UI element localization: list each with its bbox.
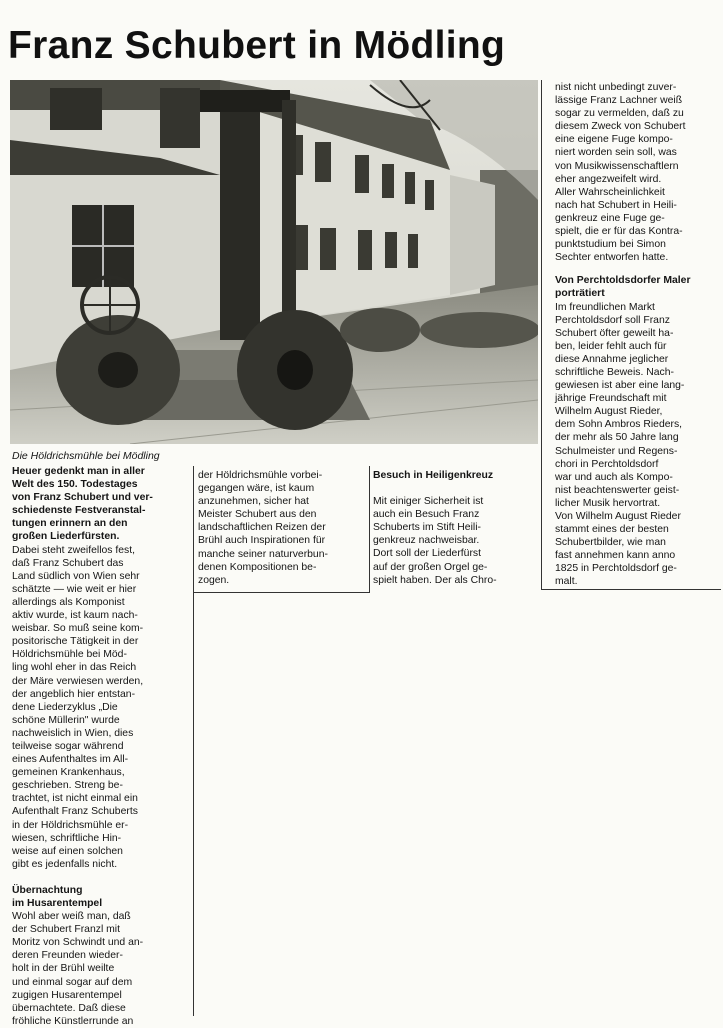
text-line: spielt haben. Der als Chro- (373, 574, 497, 586)
text-line: anzunehmen, sicher hat (198, 496, 309, 508)
column-end-rule (541, 589, 721, 590)
text-line: dem Sohn Ambros Rieders, (555, 419, 683, 431)
text-line: eine eigene Fuge kompo- (555, 134, 673, 146)
text-line: zogen. (198, 574, 230, 586)
text-line: holt in der Brühl weilte (12, 963, 115, 975)
subheading-husarentempel (12, 884, 192, 910)
text-line: Dabei steht zweifellos fest, (12, 544, 136, 556)
text-line: lässige Franz Lachner weiß (555, 95, 683, 107)
text-line: war und auch als Kompo- (555, 471, 673, 483)
text-line: und einmal sogar auf dem (12, 976, 133, 988)
text-line: geschrieben. Streng be- (12, 780, 123, 792)
text-line: Schulmeister und Regens- (555, 445, 678, 457)
body-paragraph (373, 495, 533, 587)
text-line: nachweislich in Wien, dies (12, 727, 134, 739)
text-line: sogar zu vermelden, daß zu (555, 108, 684, 120)
text-line: Dort soll der Liederfürst (373, 548, 481, 560)
subheading-perchtoldsdorf (555, 274, 715, 300)
text-line: Sechter entworfen hatte. (555, 252, 669, 264)
text-line: auf der großen Orgel ge- (373, 561, 488, 573)
text-line: Wohl aber weiß man, daß (12, 911, 131, 923)
text-line: stammt eines der besten (555, 524, 669, 536)
text-line: trachtet, ist nicht einmal ein (12, 793, 138, 805)
text-line: landschaftlichen Reizen der (198, 522, 326, 534)
text-line: chori in Perchtoldsdorf (555, 458, 659, 470)
text-line: Mit einiger Sicherheit ist (373, 496, 484, 508)
text-line: denen Kompositionen be- (198, 561, 317, 573)
text-line: schiedenste Festveranstal- (12, 505, 146, 517)
text-line: dene Liederzyklus „Die (12, 701, 118, 713)
subheading-line: Übernachtung (12, 884, 83, 896)
text-line: nist beachtenswerter geist- (555, 484, 680, 496)
column-end-rule-2 (194, 592, 370, 593)
text-line: genkreuz eine Fuge ge- (555, 212, 665, 224)
photo-illustration (10, 80, 538, 444)
column-3 (373, 469, 533, 587)
text-line: positorische Tätigkeit in der (12, 636, 139, 648)
text-line: diesem Zweck von Schubert (555, 121, 686, 133)
text-line: übernachtete. Daß diese (12, 1002, 126, 1014)
text-line: deren Freunden wieder- (12, 950, 123, 962)
text-line: teilweise sogar während (12, 740, 124, 752)
column-rule-2 (369, 466, 370, 592)
text-line: von Musikwissenschaftlern (555, 160, 679, 172)
photo-hoeldrichsmuehle (10, 80, 538, 444)
subheading-heiligenkreuz: Besuch in Heiligenkreuz (373, 470, 494, 481)
text-line: zugigen Husarentempel (12, 989, 122, 1001)
text-line: jährige Freundschaft mit (555, 393, 667, 405)
text-line: tungen erinnern an den (12, 518, 128, 530)
text-line: Höldrichsmühle bei Möd- (12, 649, 127, 661)
text-line: punktstudium bei Simon (555, 239, 666, 251)
text-line: diese Annahme jeglicher (555, 353, 669, 365)
body-paragraph (12, 544, 192, 871)
text-line: der Schubert Franzl mit (12, 924, 120, 936)
text-line: Wilhelm August Rieder, (555, 406, 663, 418)
text-line: Im freundlichen Markt (555, 301, 655, 313)
text-line: spielt, die er für das Kontra- (555, 226, 683, 238)
subheading-line: Von Perchtoldsdorfer Maler (555, 275, 691, 287)
text-line: Aufenthalt Franz Schuberts (12, 806, 138, 818)
text-line: Heuer gedenkt man in aller (12, 466, 145, 477)
text-line: licher Musik hervortrat. (555, 497, 661, 509)
body-paragraph (555, 301, 715, 589)
text-line: Meister Schubert aus den (198, 509, 317, 521)
text-line: gegangen wäre, ist kaum (198, 483, 315, 495)
text-line: gibt es jedenfalls nicht. (12, 858, 118, 870)
text-line: 1825 in Perchtoldsdorf ge- (555, 563, 677, 575)
subheading-line: im Husarentempel (12, 898, 103, 909)
text-line: der Märe verwiesen werden, (12, 675, 144, 687)
column-2 (198, 469, 368, 587)
column-rule-3 (541, 80, 542, 590)
headline: Franz Schubert in Mödling (8, 24, 506, 67)
text-line: ben, leider fehlt auch für (555, 340, 667, 352)
text-line: allerdings als Komponist (12, 596, 125, 608)
text-line: Aller Wahrscheinlichkeit (555, 186, 665, 198)
lead-paragraph (12, 465, 192, 544)
text-line: weise auf einen solchen (12, 845, 123, 857)
text-line: der mehr als 50 Jahre lang (555, 432, 679, 444)
text-line: Schuberts im Stift Heili- (373, 522, 481, 534)
text-line: malt. (555, 576, 578, 588)
column-rule-1 (193, 466, 194, 1016)
text-line: schriftliche Beweis. Nach- (555, 366, 674, 378)
text-line: schöne Müllerin" wurde (12, 714, 120, 726)
text-line: fröhliche Künstlerrunde an (12, 1015, 134, 1027)
text-line: Von Wilhelm August Rieder (555, 511, 681, 522)
text-line: wiesen, schriftliche Hin- (12, 832, 122, 844)
text-line: aktiv wurde, ist kaum nach- (12, 610, 138, 622)
text-line: nist nicht unbedingt zuver- (555, 82, 677, 93)
column-4 (555, 81, 715, 589)
subheading-line: porträtiert (555, 288, 605, 300)
photo-caption: Die Höldrichsmühle bei Mödling (12, 450, 160, 462)
text-line: gewiesen ist aber eine lang- (555, 380, 685, 392)
text-line: fast annehmen kann anno (555, 550, 676, 562)
text-line: Perchtoldsdorf soll Franz (555, 314, 670, 326)
text-line: Welt des 150. Todestages (12, 479, 138, 491)
text-line: schätzte — wie weit er hier (12, 583, 137, 595)
text-line: eines Aufenthaltes im All- (12, 754, 129, 766)
text-line: ling wohl eher in das Reich (12, 662, 137, 674)
text-line: Land südlich von Wien sehr (12, 570, 140, 582)
text-line: großen Liederfürsten. (12, 531, 120, 543)
text-line: genkreuz nachweisbar. (373, 535, 480, 547)
text-line: gemeinen Krankenhaus, (12, 767, 125, 779)
text-line: weisbar. So muß seine kom- (12, 623, 144, 635)
text-line: der angeblich hier entstan- (12, 688, 136, 700)
body-paragraph (555, 81, 715, 264)
text-line: Brühl auch Inspirationen für (198, 535, 326, 547)
text-line: von Franz Schubert und ver- (12, 492, 153, 504)
text-line: in der Höldrichsmühle er- (12, 819, 129, 831)
body-paragraph (12, 910, 192, 1028)
text-line: daß Franz Schubert das (12, 557, 124, 569)
text-line: manche seiner naturverbun- (198, 548, 328, 560)
text-line: auch ein Besuch Franz (373, 509, 480, 521)
text-line: Moritz von Schwindt und an- (12, 937, 144, 949)
text-line: eher angezweifelt wird. (555, 173, 662, 185)
text-line: nach hat Schubert in Heili- (555, 199, 677, 211)
column-1 (12, 465, 192, 1028)
text-line: der Höldrichsmühle vorbei- (198, 470, 323, 481)
text-line: Schubertbilder, wie man (555, 537, 666, 549)
text-line: niert worden sein soll, was (555, 147, 677, 159)
text-line: Schubert öfter geweilt ha- (555, 327, 674, 339)
